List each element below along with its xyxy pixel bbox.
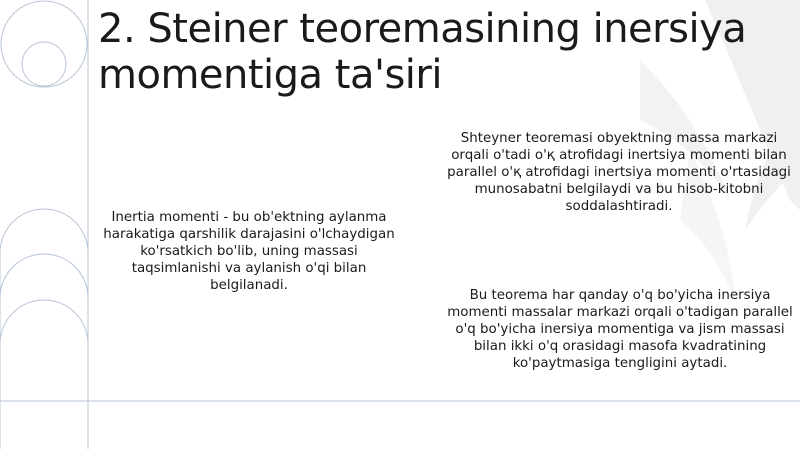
upper-arch-shape	[0, 209, 88, 253]
lower-arch-shape	[0, 300, 88, 401]
paragraph-inertia-definition: Inertia momenti - bu ob'ektning aylanma harakatiga qarshilik darajasini o'lchaydigan ko'rsatkich bo'lib, uning massasi taqsimlanishi va aylanish o'qi bilan belgilanadi.	[103, 210, 395, 293]
paragraph-steiner-relation: Shteyner teoremasi obyektning massa markazi orqali o'tadi o'қ atrofidagi inertsiya momenti bilan parallel o'қ atrofidagi inertsiya momenti o'rtasidagi munosabatni belgilaydi va bu hisob-kitobni soddalashtiradi.	[447, 131, 791, 214]
outer-circle-shape	[1, 1, 87, 87]
middle-arch-shape	[0, 254, 88, 298]
inner-circle-shape	[22, 42, 66, 86]
paragraph-theorem-statement: Bu teorema har qanday o'q bo'yicha inersiya momenti massalar markazi orqali o'tadigan parallel o'q bo'yicha inersiya momentiga va jism massasi bilan ikki o'q orasidagi masofa kvadratining ko'paytmasiga tengligini aytadi.	[447, 288, 793, 371]
slide-title: 2. Steiner teoremasining inersiya momentiga ta'siri	[98, 6, 747, 98]
